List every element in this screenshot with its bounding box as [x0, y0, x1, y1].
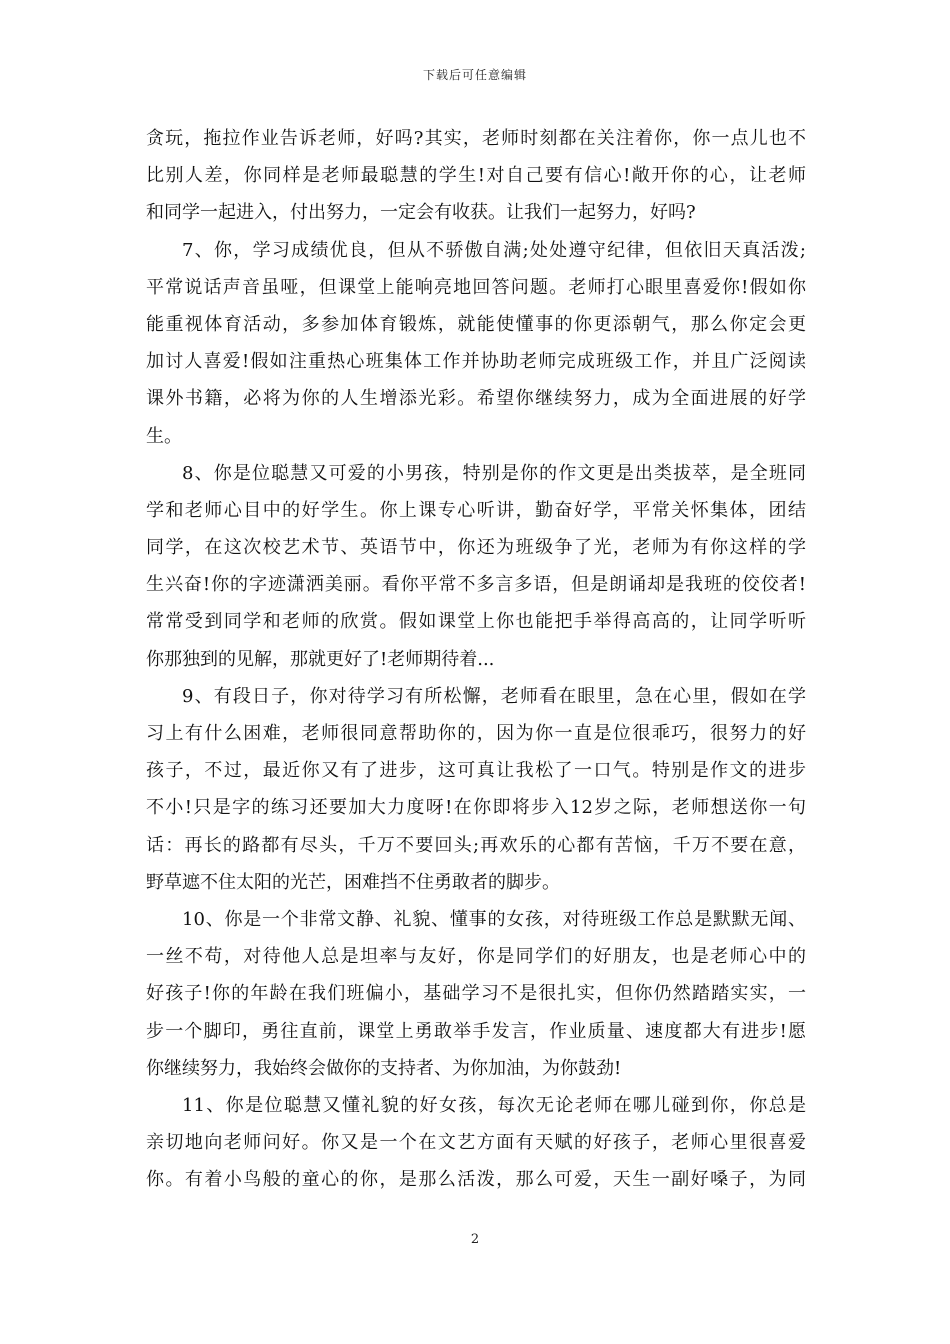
text-line: 11、你是位聪慧又懂礼貌的好女孩，每次无论老师在哪儿碰到你，你总是	[182, 1094, 806, 1116]
text-line: 8、你是位聪慧又可爱的小男孩，特别是你的作文更是出类拔萃，是全班同	[182, 462, 806, 484]
text-line: 话：再长的路都有尽头，千万不要回头;再欢乐的心都有苦恼，千万不要在意，	[146, 834, 806, 856]
text-line: 野草遮不住太阳的光芒，困难挡不住勇敢者的脚步。	[146, 871, 560, 893]
text-line: 平常说话声音虽哑，但课堂上能响亮地回答问题。老师打心眼里喜爱你!假如你	[146, 276, 806, 298]
text-line: 贪玩，拖拉作业告诉老师，好吗?其实，老师时刻都在关注着你，你一点儿也不	[146, 128, 806, 149]
text-line: 同学，在这次校艺术节、英语节中，你还为班级争了光，老师为有你这样的学	[146, 537, 806, 559]
text-line: 10、你是一个非常文静、礼貌、懂事的女孩，对待班级工作总是默默无闻、	[182, 908, 806, 930]
text-line: 你那独到的见解，那就更好了!老师期待着...	[146, 648, 495, 670]
text-line: 和同学一起进入，付出努力，一定会有收获。让我们一起努力，好吗?	[146, 202, 696, 224]
text-line: 学和老师心目中的好学生。你上课专心听讲，勤奋好学，平常关怀集体，团结	[146, 499, 806, 521]
text-line: 常常受到同学和老师的欣赏。假如课堂上你也能把手举得高高的，让同学听听	[146, 611, 806, 633]
text-line: 习上有什么困难，老师很同意帮助你的，因为你一直是位很乖巧，很努力的好	[146, 723, 806, 744]
text-line: 课外书籍，必将为你的人生增添光彩。希望你继续努力，成为全面进展的好学	[146, 388, 806, 410]
text-line: 能重视体育活动，多参加体育锻炼，就能使懂事的你更添朝气，那么你定会更	[146, 313, 806, 335]
page-header: 下载后可任意编辑	[422, 68, 527, 82]
document-body	[146, 120, 806, 1198]
text-line: 比别人差，你同样是老师最聪慧的学生!对自己要有信心!敞开你的心，让老师	[146, 165, 806, 187]
page-number: 2	[470, 1232, 480, 1247]
text-line: 7、你，学习成绩优良，但从不骄傲自满;处处遵守纪律，但依旧天真活泼;	[182, 239, 806, 261]
text-line: 加讨人喜爱!假如注重热心班集体工作并协助老师完成班级工作，并且广泛阅读	[146, 351, 806, 373]
text-line: 9、有段日子，你对待学习有所松懈，老师看在眼里，急在心里，假如在学	[182, 685, 806, 707]
text-line: 一丝不苟，对待他人总是坦率与友好，你是同学们的好朋友，也是老师心中的	[146, 946, 806, 968]
text-line: 生。	[146, 425, 182, 447]
text-line: 孩子，不过，最近你又有了进步，这可真让我松了一口气。特别是作文的进步	[146, 760, 806, 782]
text-line: 步一个脚印，勇往直前，课堂上勇敢举手发言，作业质量、速度都大有进步!愿	[146, 1020, 806, 1042]
text-line: 好孩子!你的年龄在我们班偏小，基础学习不是很扎实，但你仍然踏踏实实，一	[146, 983, 806, 1005]
text-line: 你。有着小鸟般的童心的你，是那么活泼，那么可爱，天生一副好嗓子，为同	[146, 1169, 806, 1191]
text-line: 生兴奋!你的字迹潇洒美丽。看你平常不多言多语，但是朗诵却是我班的佼佼者!	[146, 574, 806, 596]
text-line: 你继续努力，我始终会做你的支持者、为你加油，为你鼓劲!	[146, 1057, 622, 1079]
text-line: 不小!只是字的练习还要加大力度呀!在你即将步入12岁之际，老师想送你一句	[146, 797, 806, 819]
text-line: 亲切地向老师问好。你又是一个在文艺方面有天赋的好孩子，老师心里很喜爱	[146, 1132, 806, 1154]
